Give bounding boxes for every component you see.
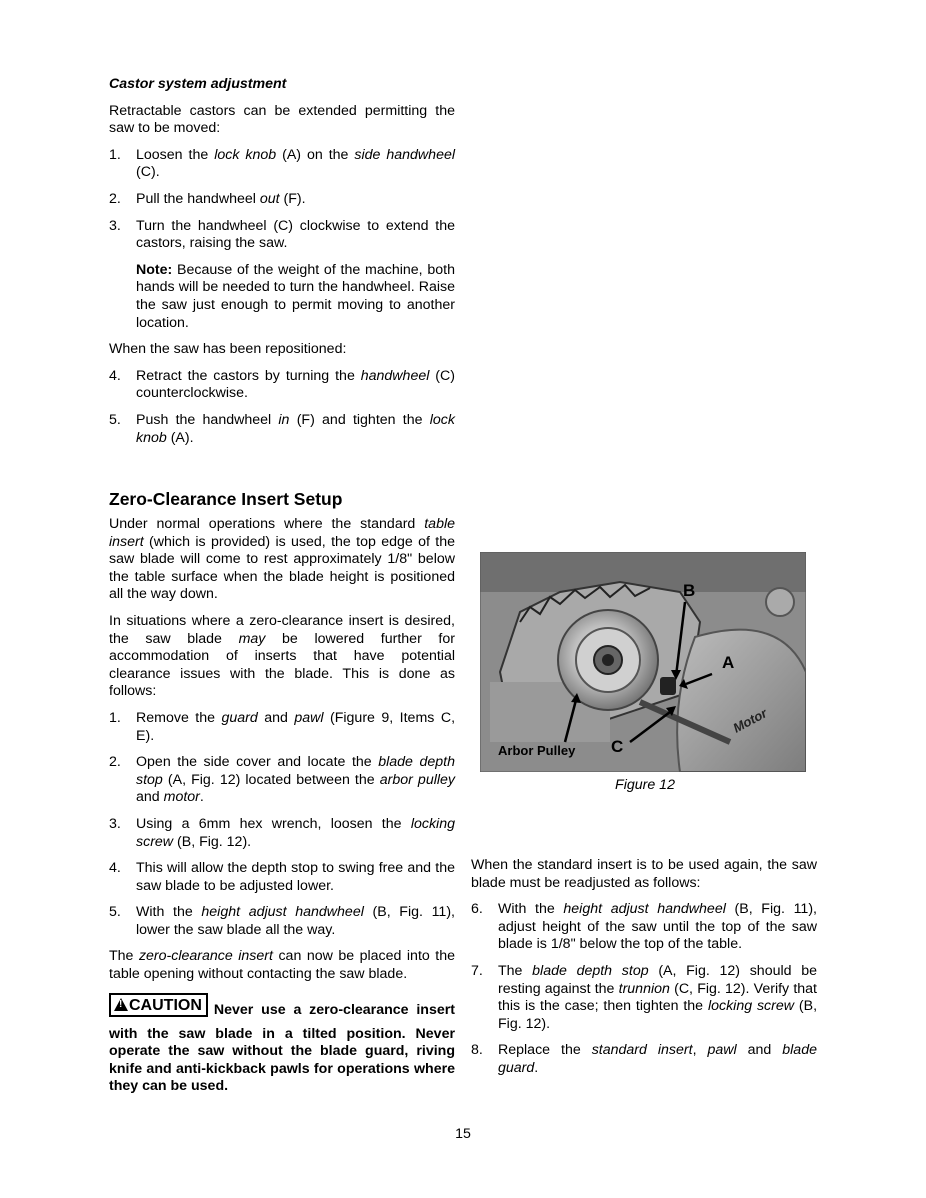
label-b: B <box>683 581 696 600</box>
caution-text: Never use a zero-clearance insert with the saw blade in a tilted position. Never operate the saw without the blade guard, riving knife and anti-kickback pawls for operations where they can be used. <box>109 1001 455 1095</box>
label-a: A <box>722 653 735 672</box>
readjust-step-8: 8. Replace the standard insert, pawl and blade guard. <box>471 1042 817 1076</box>
zero-step-1: 1. Remove the guard and pawl (Figure 9, Items C, E). <box>109 709 456 744</box>
castor-step-1: 1. Loosen the lock knob (A) on the side handwheel (C). <box>109 146 456 181</box>
zero-step-2: 2. Open the side cover and locate the blade depth stop (A, Fig. 12) located between the arbor pulley and motor. <box>109 754 455 806</box>
label-motor: Motor <box>730 705 770 736</box>
readjust-section <box>471 857 817 1078</box>
figure-12-photo <box>480 552 806 772</box>
castor-step-2: 2. Pull the handwheel out (F). <box>109 190 306 207</box>
caution-block <box>109 993 455 1095</box>
castor-intro: Retractable castors can be extended permitting the saw to be moved: <box>109 102 455 137</box>
castor-heading: Castor system adjustment <box>109 76 287 92</box>
zero-step-4: 4. This will allow the depth stop to swing free and the saw blade to be adjusted lower. <box>109 860 455 894</box>
warning-triangle-icon <box>114 998 128 1011</box>
zero-step-5: 5. With the height adjust handwheel (B, Fig. 11), lower the saw blade all the way. <box>109 904 455 938</box>
castor-step-4: 4. Retract the castors by turning the handwheel (C) counterclockwise. <box>109 367 455 402</box>
castor-section <box>109 76 455 447</box>
note-label: Note: <box>136 261 173 278</box>
zero-p3: The zero-clearance insert can now be placed into the table opening without contacting the saw blade. <box>109 948 455 983</box>
figure-caption: Figure 12 <box>615 777 675 793</box>
readjust-intro: When the standard insert is to be used again, the saw blade must be readjusted as follows: <box>471 857 817 891</box>
castor-note: Note: Because of the weight of the machine, both hands will be needed to turn the handwheel. Raise the saw just enough to permit moving to another location. <box>136 261 455 331</box>
readjust-step-6: 6. With the height adjust handwheel (B, Fig. 11), adjust height of the saw until the top of the saw blade is 1/8" below the top of the table. <box>471 901 817 953</box>
readjust-step-7: 7. The blade depth stop (A, Fig. 12) should be resting against the trunnion (C, Fig. 12). Verify that this is the case; then tighten the locking screw (B, Fig. 12). <box>471 962 818 1032</box>
reposition-text: When the saw has been repositioned: <box>109 341 347 358</box>
page-number: 15 <box>455 1126 471 1142</box>
label-arbor-pulley: Arbor Pulley <box>498 743 576 758</box>
caution-badge: !CAUTION <box>109 993 208 1017</box>
zero-heading: Zero-Clearance Insert Setup <box>109 489 343 509</box>
zero-p1: Under normal operations where the standard table insert (which is provided) is used, the top edge of the saw blade will come to rest approximately 1/8" below the table surface when the blade height is positioned all the way down. <box>109 516 455 603</box>
zero-step-3: 3. Using a 6mm hex wrench, loosen the locking screw (B, Fig. 12). <box>109 815 455 850</box>
zero-p2: In situations where a zero-clearance insert is desired, the saw blade may be lowered further for accommodation of inserts that have potential clearance issues with the blade. This is done as follows: <box>109 612 455 700</box>
zero-clearance-section <box>109 489 456 1095</box>
castor-step-3: 3. Turn the handwheel (C) clockwise to extend the castors, raising the saw. <box>109 217 455 252</box>
castor-step-5: 5. Push the handwheel in (F) and tighten the lock knob (A). <box>109 411 455 446</box>
saw-arbor-illustration <box>480 552 806 772</box>
label-c: C <box>611 737 624 756</box>
